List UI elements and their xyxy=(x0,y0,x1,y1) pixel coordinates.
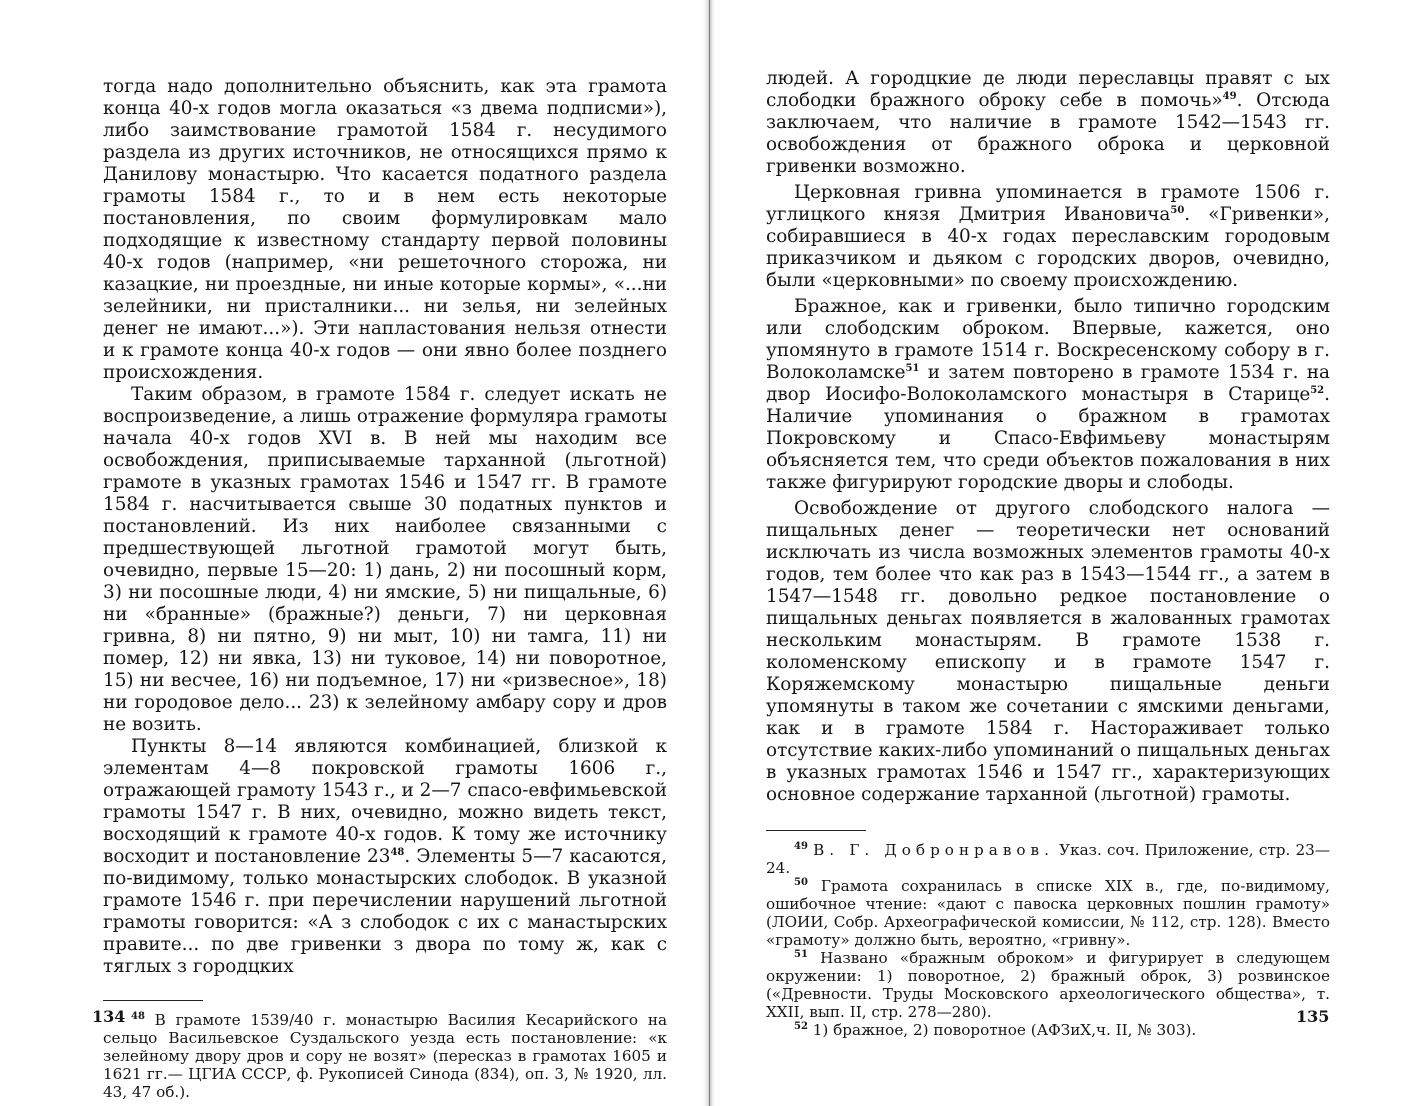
footnote-ref-50: 50 xyxy=(1170,204,1185,216)
right-paragraph-2 xyxy=(766,182,1330,292)
left-footnote-rule xyxy=(103,1000,203,1001)
footnote-49-number: 49 xyxy=(794,840,808,852)
footnote-49-author: В. Г. Добронравов. xyxy=(813,841,1054,859)
right-paragraph-3 xyxy=(766,296,1330,494)
footnote-ref-49: 49 xyxy=(1222,90,1237,102)
left-paragraph-1: тогда надо дополнительно объяснить, как эта грамота конца 40-х годов могла оказаться «з двема подписми»), либо заимствование грамотой 1584 г. несудимого раздела из других источников, не относящихся прямо к Данилову монастырю. Что касается податного раздела грамоты 1584 г., то и в нем есть некоторые постановления, по своим формулировкам мало подходящие к известному стандарту первой половины 40-х годов (например, «ни решеточного сторожа, ни казацкие, ни проездные, ни иные которые кормы», «...ни зелейники, ни присталники... ни зелья, ни зелейных денег не имают...»). Эти напластования нельзя отнести и к грамоте конца 40-х годов — они явно более позднего происхождения. xyxy=(103,76,667,383)
right-paragraph-2-text: Церковная гривна упоминается в грамоте 1506 г. углицкого князя Дмитрия Ивановича xyxy=(766,182,1330,225)
right-page xyxy=(716,0,1427,1106)
left-text-column xyxy=(103,76,667,1101)
right-paragraph-3-text: Бражное, как и гривенки, было типично городским или слободским оброком. Впервые, кажется, оно упомянуто в грамоте 1514 г. Воскресенскому собору в г. Волоколамске xyxy=(766,296,1330,383)
footnote-51 xyxy=(766,949,1330,1021)
footnote-50 xyxy=(766,877,1330,949)
right-page-number: 135 xyxy=(1296,1007,1330,1026)
footnote-50-number: 50 xyxy=(794,876,808,888)
right-paragraph-4: Освобождение от другого слободского налога — пищальных денег — теоретически нет оснований исключать из числа возможных элементов грамоты 40-х годов, тем более что как раз в 1543—1544 гг., а затем в 1547—1548 гг. довольно редкое постановление о пищальных деньгах появляется в жалованных грамотах нескольким монастырям. В грамоте 1538 г. коломенскому епископу и в грамоте 1547 г. Коряжемскому монастырю пищальные деньги упомянуты в таком же сочетании с ямскими деньгами, как и в грамоте 1584 г. Настораживает только отсутствие каких-либо упоминаний о пищальных деньгах в указных грамотах 1546 и 1547 гг., характеризующих основное содержание тарханной (льготной) грамоты. xyxy=(766,498,1330,805)
gutter-line xyxy=(709,0,710,1106)
footnote-51-number: 51 xyxy=(794,948,808,960)
right-text-column xyxy=(766,68,1330,1039)
right-paragraph-3-text-3: . Наличие упоминания о бражном в грамотах Покровскому и Спасо-Евфимьеву монастырям объясняется тем, что среди объектов пожалования в них также фигурируют городские дворы и слободы. xyxy=(766,384,1330,493)
right-paragraph-3-text-2: и затем повторено в грамоте 1534 г. на двор Иосифо-Волоколамского монастыря в Старице xyxy=(766,362,1330,405)
footnote-50-text: Грамота сохранилась в списке XIX в., где, по-видимому, ошибочное чтение: «дают с павоска церковных пошлин грамоту» (ЛОИИ, Собр. Археографической комиссии, № 112, стр. 128). Вместо «грамоту» должно быть, вероятно, «гривну». xyxy=(766,877,1331,949)
footnote-ref-48: 48 xyxy=(390,846,405,858)
left-paragraph-3-text-2: . Элементы 5—7 касаются, по-видимому, только монастырских слободок. В указной грамоте 1546 г. при перечислении нарушений льготной грамоты говорится: «А з слободок с их с манастырских правите... по две гривенки з двора по тому ж, как с тяглых з городцких xyxy=(103,846,667,977)
left-paragraph-3 xyxy=(103,736,667,978)
right-paragraph-1 xyxy=(766,68,1330,178)
left-page-number: 134 xyxy=(92,1007,126,1026)
footnote-48 xyxy=(103,1011,667,1101)
left-page xyxy=(0,0,712,1106)
footnote-ref-51: 51 xyxy=(905,362,920,374)
footnote-49-text: Указ. соч. Приложение, стр. 23—24. xyxy=(766,841,1331,877)
right-paragraph-2-text-2: . «Гривенки», собиравшиеся в 40-х годах переславским городовым приказчиком и дьяком с городских дворов, очевидно, были «церковными» по своему происхождению. xyxy=(766,204,1330,291)
footnote-48-number: 48 xyxy=(131,1010,145,1022)
footnote-52 xyxy=(766,1021,1330,1039)
footnote-52-text: 1) бражное, 2) поворотное (АФЗиХ,ч. II, № 303). xyxy=(812,1021,1197,1039)
footnote-49 xyxy=(766,841,1330,877)
left-paragraph-2: Таким образом, в грамоте 1584 г. следует искать не воспроизведение, а лишь отражение формуляра грамоты начала 40-х годов XVI в. В ней мы находим все освобождения, приписываемые тарханной (льготной) грамоте в указных грамотах 1546 и 1547 гг. В грамоте 1584 г. насчитывается свыше 30 податных пунктов и постановлений. Из них наиболее связанными с предшествующей льготной грамотой могут быть, очевидно, первые 15—20: 1) дань, 2) ни посошный корм, 3) ни посошные люди, 4) ни ямские, 5) ни пищальные, 6) ни «бранные» (бражные?) деньги, 7) ни церковная гривна, 8) ни пятно, 9) ни мыт, 10) ни тамга, 11) ни помер, 12) ни явка, 13) ни туковое, 14) ни поворотное, 15) ни весчее, 16) ни подъемное, 17) ни «ризвесное», 18) ни городовое дело... 23) к зелейному амбару сору и дров не возить. xyxy=(103,384,667,735)
right-footnote-rule xyxy=(766,830,866,831)
footnote-ref-52: 52 xyxy=(1310,384,1325,396)
right-paragraph-1-text-2: . Отсюда заключаем, что наличие в грамоте 1542—1543 гг. освобождения от бражного оброка и церковной гривенки возможно. xyxy=(766,90,1330,177)
right-paragraph-1-text: людей. А городцкие де люди переславцы правят с ых слободки бражного оброку себе в помочь» xyxy=(766,68,1330,111)
left-paragraph-3-text: Пункты 8—14 являются комбинацией, близкой к элементам 4—8 покровской грамоты 1606 г., отражающей грамоту 1543 г., и 2—7 спасо-евфимьевской грамоты 1547 г. В них, очевидно, можно видеть текст, восходящий к грамоте 40-х годов. К тому же источнику восходит и постановление 23 xyxy=(103,736,667,867)
footnote-52-number: 52 xyxy=(794,1020,808,1032)
footnote-51-text: Названо «бражным оброком» и фигурирует в следующем окружении: 1) поворотное, 2) бражный оброк, 3) розвинское («Древности. Труды Московского археологического общества», т. XXII, вып. II, стр. 278—280). xyxy=(766,949,1331,1021)
footnote-48-text: В грамоте 1539/40 г. монастырю Василия Кесарийского на сельцо Васильевское Суздальского уезда есть постановление: «к зелейному двору дров и сору не возят» (пересказ в грамотах 1605 и 1621 гг.— ЦГИА СССР, ф. Рукописей Синода (834), оп. 3, № 1920, лл. 43, 47 об.). xyxy=(103,1011,667,1101)
